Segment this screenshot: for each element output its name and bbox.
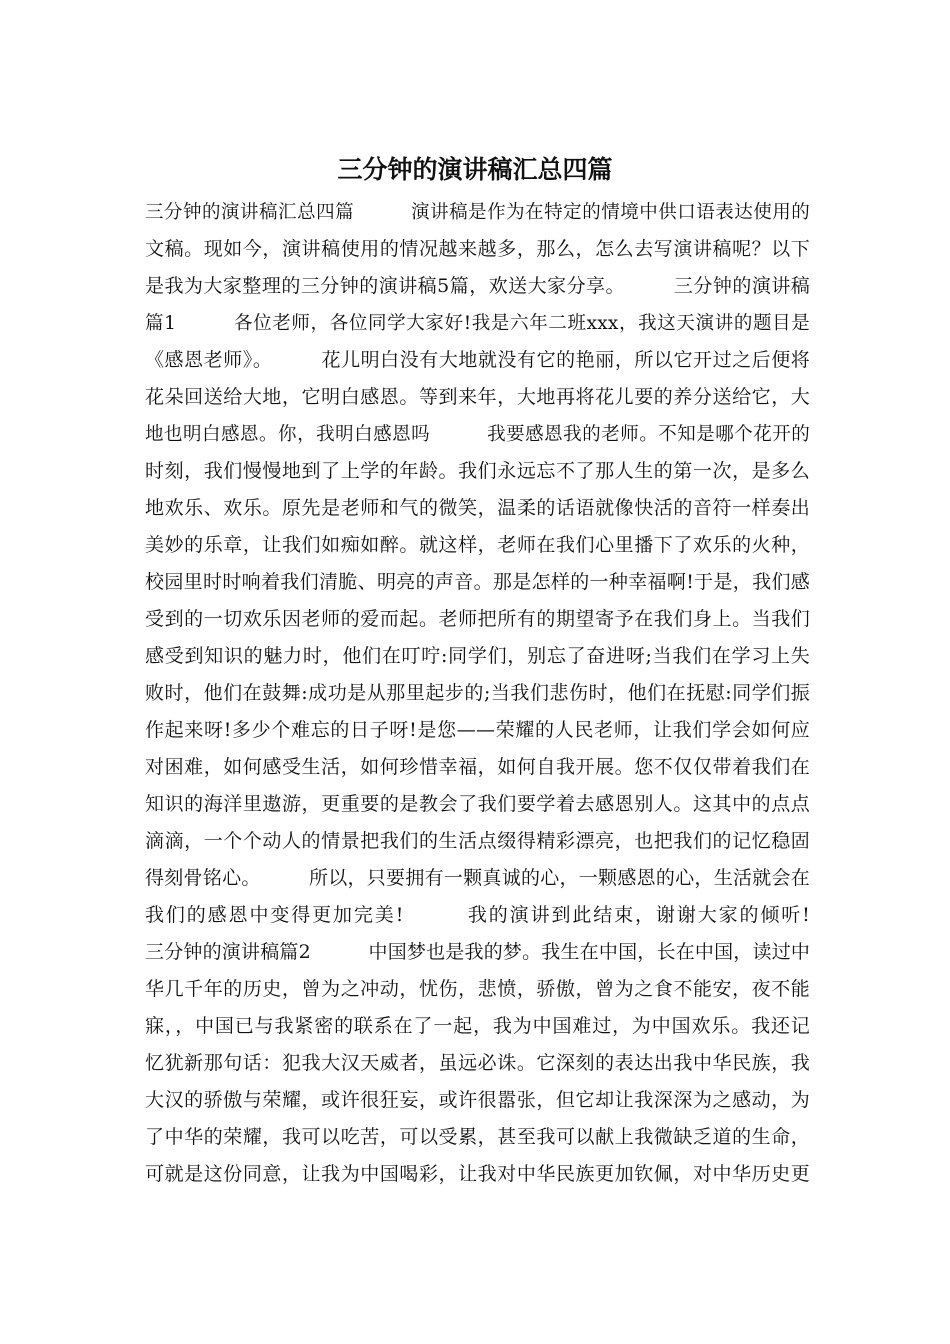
body-line: 三分钟的演讲稿篇2 中国梦也是我的梦。我生在中国，长在中国，读过中: [145, 941, 811, 963]
body-line: 地也明白感恩。你，我明白感恩吗 我要感恩我的老师。不知是哪个花开的: [145, 424, 810, 445]
body-line: 《感恩老师》。 花儿明白没有大地就没有它的艳丽，所以它开过之后便将: [145, 349, 810, 371]
body-line: 可就是这份同意，让我为中国喝彩，让我对中华民族更加钦佩，对中华历史更: [145, 1163, 810, 1185]
body-line: 大汉的骄傲与荣耀，或许很狂妄，或许很嚣张，但它却让我深深为之感动，为: [145, 1089, 810, 1111]
body-line: 三分钟的演讲稿汇总四篇 演讲稿是作为在特定的情境中供口语表达使用的: [145, 202, 810, 223]
body-line: 寐，，中国已与我紧密的联系在了一起，我为中国难过，为中国欢乐。我还记: [145, 1015, 810, 1037]
body-line: 是我为大家整理的三分钟的演讲稿5篇，欢送大家分享。 三分钟的演讲稿: [145, 275, 810, 297]
body-line: 感受到知识的魅力时，他们在叮咛:同学们，别忘了奋进呀;当我们在学习上失: [145, 645, 810, 667]
body-line: 文稿。现如今，演讲稿使用的情况越来越多，那么，怎么去写演讲稿呢？以下: [145, 238, 810, 260]
body-line: 知识的海洋里遨游，更重要的是教会了我们要学着去感恩别人。这其中的点点: [145, 793, 810, 815]
body-line: 受到的一切欢乐因老师的爱而起。老师把所有的期望寄予在我们身上。当我们: [145, 608, 810, 630]
body-line: 了中华的荣耀，我可以吃苦，可以受累，甚至我可以献上我微缺乏道的生命，: [145, 1126, 810, 1148]
body-line: 得刻骨铭心。 所以，只要拥有一颗真诚的心，一颗感恩的心，生活就会在: [145, 867, 810, 889]
body-line: 滴滴，一个个动人的情景把我们的生活点缀得精彩漂亮，也把我们的记忆稳固: [145, 830, 810, 852]
body-line: 地欢乐、欢乐。原先是老师和气的微笑，温柔的话语就像快活的音符一样奏出: [145, 497, 810, 519]
body-line: 作起来呀!多少个难忘的日子呀!是您——荣耀的人民老师，让我们学会如何应: [145, 719, 810, 741]
body-line: 忆犹新那句话：犯我大汉天威者，虽远必诛。它深刻的表达出我中华民族，我: [145, 1052, 810, 1074]
body-line: 美妙的乐章，让我们如痴如醉。就这样，老师在我们心里播下了欢乐的火种，: [145, 534, 810, 556]
body-line: 败时，他们在鼓舞:成功是从那里起步的;当我们悲伤时，他们在抚慰:同学们振: [145, 682, 810, 704]
document-title: 三分钟的演讲稿汇总四篇: [337, 155, 613, 184]
body-line: 华几千年的历史，曾为之冲动，忧伤，悲愤，骄傲，曾为之食不能安，夜不能: [145, 978, 810, 1000]
body-line: 校园里时时响着我们清脆、明亮的声音。那是怎样的一种幸福啊!于是，我们感: [145, 571, 810, 593]
body-line: 时刻，我们慢慢地到了上学的年龄。我们永远忘不了那人生的第一次，是多么: [145, 460, 810, 482]
body-line: 篇1 各位老师，各位同学大家好!我是六年二班xxx，我这天演讲的题目是: [145, 313, 810, 334]
body-line: 对困难，如何感受生活，如何珍惜幸福，如何自我开展。您不仅仅带着我们在: [145, 756, 810, 778]
document-body: [145, 194, 810, 1193]
body-line: 花朵回送给大地，它明白感恩。等到来年，大地再将花儿要的养分送给它，大: [145, 386, 810, 408]
body-line: 我们的感恩中变得更加完美! 我的演讲到此结束，谢谢大家的倾听!: [145, 904, 810, 926]
